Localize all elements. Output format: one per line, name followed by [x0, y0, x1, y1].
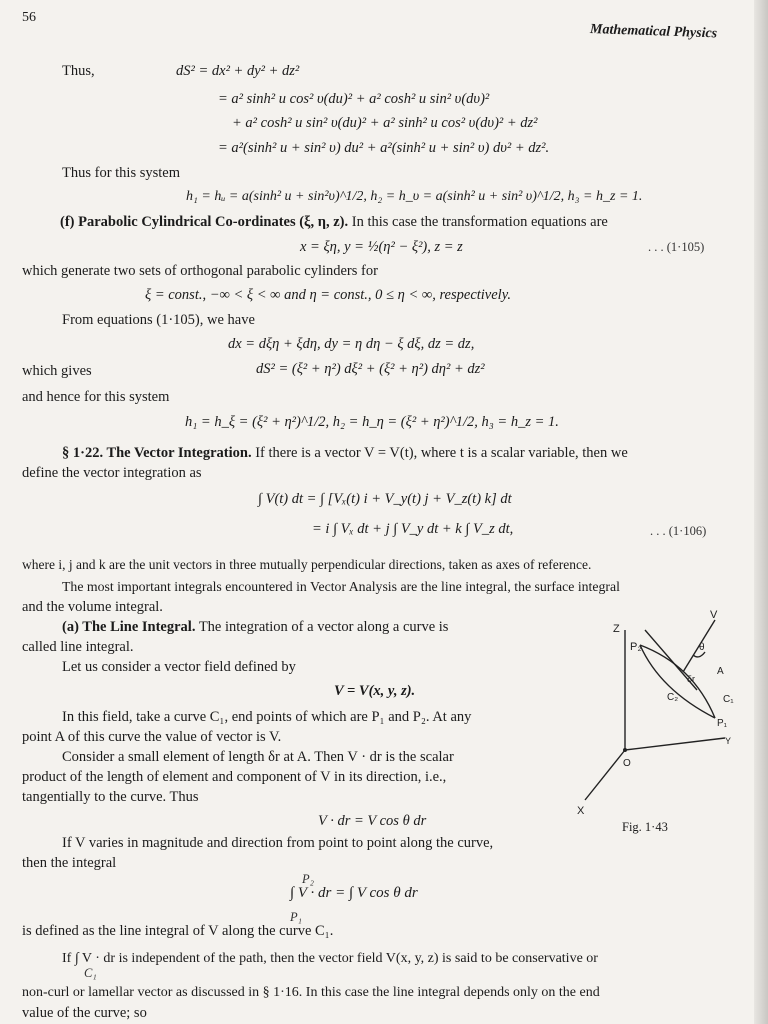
- page-edge-shadow: [754, 0, 768, 1024]
- origin-point: [623, 748, 627, 752]
- curve-c2: [640, 645, 715, 718]
- equation-number-1-106: . . . (1·106): [650, 524, 707, 538]
- label-y: Y: [725, 736, 732, 746]
- text-small-3: tangentially to the curve. Thus: [22, 789, 199, 805]
- running-title: Mathematical Physics: [589, 22, 718, 42]
- text-if-independent: If ∫ V · dr is independent of the path, then the vector field V(x, y, z) is said to be conservative or: [62, 951, 598, 966]
- section-1-22-rest: If there is a vector V = V(t), where t is a scalar variable, then we: [255, 445, 628, 461]
- section-1-22-heading: § 1·22. The Vector Integration.: [62, 445, 252, 461]
- equation-scale-parabolic: h₁ = h_ξ = (ξ² + η²)^1/2, h₂ = h_η = (ξ² + η²)^1/2, h₃ = h_z = 1.: [185, 414, 559, 430]
- label-z: Z: [613, 623, 620, 635]
- section-f-rest: In this case the transformation equations are: [351, 214, 608, 230]
- curve-c1: [640, 645, 715, 718]
- text-define: define the vector integration as: [22, 465, 202, 481]
- text-called: called line integral.: [22, 639, 134, 655]
- integral-lower-limit: P₁: [290, 910, 302, 924]
- equation-transform: x = ξη, y = ½(η² − ξ²), z = z: [300, 239, 463, 255]
- equation-differentials: dx = dξη + ξdη, dy = η dη − ξ dξ, dz = dz,: [228, 336, 475, 352]
- y-axis: [625, 738, 725, 750]
- equation-ds2: dS² = dx² + dy² + dz²: [176, 63, 300, 79]
- equation-dot-product: V · dr = V cos θ dr: [318, 813, 427, 829]
- figure-caption: Fig. 1·43: [622, 820, 668, 834]
- text-thus-system: Thus for this system: [62, 165, 181, 181]
- label-c2: C₂: [667, 692, 679, 703]
- text-thus: Thus,: [62, 63, 95, 79]
- text-field-1: In this field, take a curve C₁, end points of which are P₁ and P₂. At any: [62, 709, 472, 725]
- text-let: Let us consider a vector field defined by: [62, 659, 296, 675]
- equation-line-4: = a²(sinh² u + sin² υ) du² + a²(sinh² u + sin² υ) dυ² + dz².: [218, 140, 550, 156]
- section-a-heading: (a) The Line Integral.: [62, 619, 196, 635]
- integral-subscript-c1: C₁: [84, 966, 97, 980]
- text-defined: is defined as the line integral of V along the curve C₁.: [22, 923, 334, 939]
- label-c1: C₁: [723, 694, 734, 705]
- figure-1-43: [575, 600, 745, 825]
- text-field-2: point A of this curve the value of vector is V.: [22, 729, 282, 745]
- equation-line-3: + a² cosh² u sin² υ(du)² + a² sinh² u cos² υ(dυ)² + dz²: [232, 115, 538, 131]
- page-number: 56: [22, 10, 36, 25]
- equation-vector-integral-components: = i ∫ Vₓ dt + j ∫ V_y dt + k ∫ V_z dt,: [312, 521, 514, 537]
- integral-upper-limit: P₂: [302, 872, 314, 886]
- text-hence: and hence for this system: [22, 389, 170, 405]
- section-f-text: [60, 213, 608, 231]
- label-dr: δr: [687, 674, 696, 684]
- equation-scale-factors: h₁ = hᵤ = a(sinh² u + sin²υ)^1/2, h₂ = h_υ = a(sinh² u + sin² υ)^1/2, h₃ = h_z = 1.: [186, 189, 643, 204]
- label-p1: P₁: [717, 718, 728, 729]
- section-1-22: [62, 444, 628, 462]
- text-most-important: The most important integrals encountered in Vector Analysis are the line integral, the surface integral: [62, 579, 620, 594]
- label-a: A: [717, 666, 724, 677]
- label-o: O: [623, 758, 631, 769]
- section-f-heading: (f) Parabolic Cylindrical Co-ordinates (ξ, η, z).: [60, 214, 349, 230]
- text-small-2: product of the length of element and component of V in its direction, i.e.,: [22, 769, 447, 785]
- text-from-equations: From equations (1·105), we have: [62, 312, 255, 328]
- equation-vector-integral: ∫ V(t) dt = ∫ [Vₓ(t) i + V_y(t) j + V_z(t) k] dt: [258, 491, 512, 507]
- section-a-text: [62, 618, 448, 636]
- text-non-curl: non-curl or lamellar vector as discussed in § 1·16. In this case the line integral depends only on the end: [22, 985, 600, 1000]
- section-a-rest: The integration of a vector along a curve is: [198, 619, 449, 635]
- text-small-1: Consider a small element of length δr at A. Then V · dr is the scalar: [62, 749, 454, 765]
- label-p2: P₂: [630, 641, 642, 653]
- label-theta: θ: [699, 642, 705, 653]
- equation-line-2: = a² sinh² u cos² υ(du)² + a² cosh² u sin² υ(dυ)²: [218, 91, 490, 107]
- label-v: V: [710, 609, 718, 621]
- text-unit-vectors: where i, j and k are the unit vectors in three mutually perpendicular directions, taken as axes of reference.: [22, 557, 592, 572]
- text-which-gives: which gives: [22, 363, 92, 379]
- x-axis: [585, 750, 625, 800]
- equation-vector-field: V = V(x, y, z).: [334, 683, 416, 699]
- text-if-varies: If V varies in magnitude and direction from point to point along the curve,: [62, 835, 494, 851]
- text-then-integral: then the integral: [22, 855, 117, 871]
- equation-ranges: ξ = const., −∞ < ξ < ∞ and η = const., 0 ≤ η < ∞, respectively.: [145, 287, 511, 303]
- equation-line-integral: ∫ V · dr = ∫ V cos θ dr: [290, 885, 418, 901]
- label-x: X: [577, 805, 585, 817]
- equation-number-1-105: . . . (1·105): [648, 240, 705, 254]
- text-value-of-curve: value of the curve; so: [22, 1005, 147, 1021]
- text-generate: which generate two sets of orthogonal parabolic cylinders for: [22, 263, 378, 279]
- equation-ds2-parabolic: dS² = (ξ² + η²) dξ² + (ξ² + η²) dη² + dz²: [256, 361, 485, 377]
- text-volume-integral: and the volume integral.: [22, 599, 163, 615]
